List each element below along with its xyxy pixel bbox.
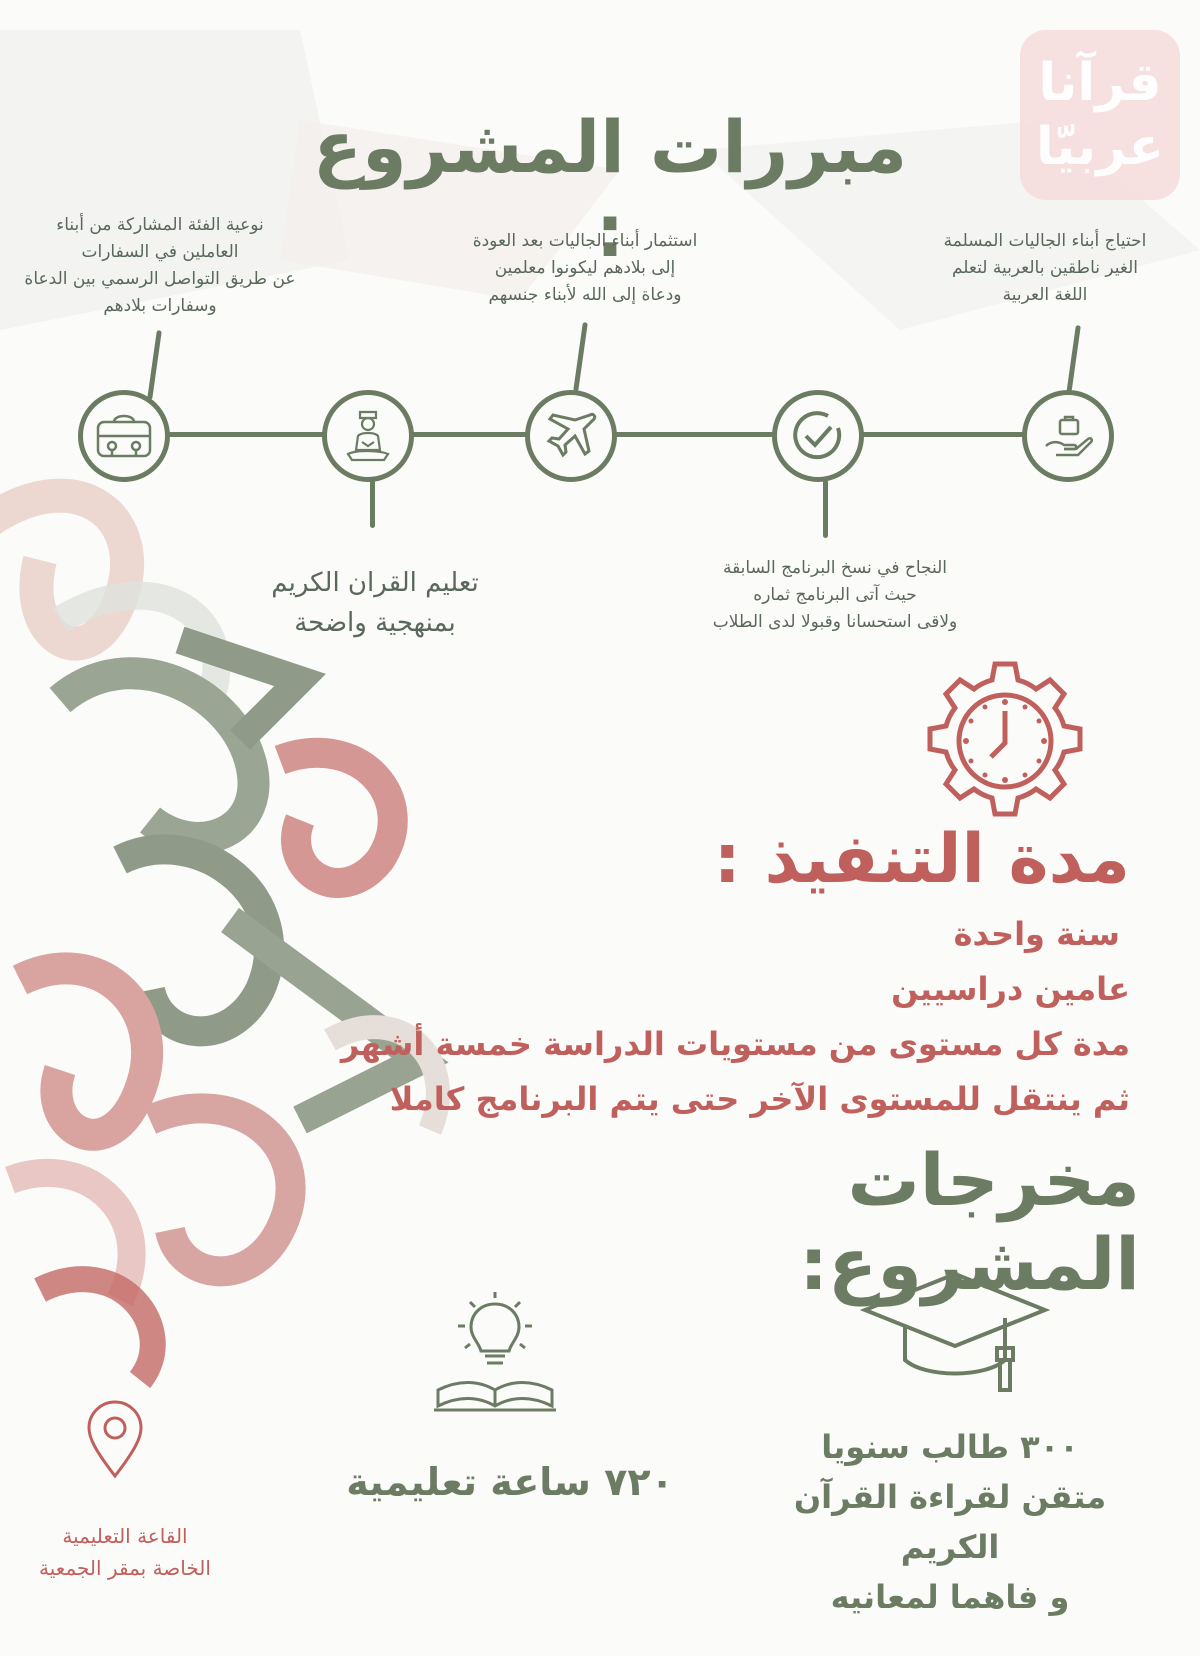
justification-text-2: النجاح في نسخ البرنامج السابقة حيث آتى البرنامج ثماره ولاقى استحسانا وقبولا لدى الطلاب <box>712 558 958 632</box>
hand-briefcase-icon <box>1040 408 1096 464</box>
output-students: ٣٠٠ طالب سنويا متقن لقراءة القرآن الكريم و فاهما لمعانيه <box>793 1428 1107 1616</box>
timeline-stem <box>370 478 375 528</box>
timeline-node-5 <box>78 390 170 482</box>
duration-line-2: عامين دراسيين <box>891 970 1130 1008</box>
justification-text-1: احتياج أبناء الجاليات المسلمة الغير ناطقين بالعربية لتعلم اللغة العربية <box>943 231 1147 305</box>
gear-clock-icon <box>920 656 1090 826</box>
quran-reader-icon <box>340 406 396 466</box>
graduation-cap-icon <box>860 1268 1050 1408</box>
justifications-title: مبررات المشروع : <box>312 105 908 273</box>
timeline-node-1 <box>1022 390 1114 482</box>
justification-text-4: تعليم القران الكريم بمنهجية واضحة <box>271 568 479 638</box>
timeline-node-4 <box>322 390 414 482</box>
duration-line-4: ثم ينتقل للمستوى الآخر حتى يتم البرنامج كاملا <box>389 1080 1130 1118</box>
timeline-node-2 <box>772 390 864 482</box>
duration-line-3: مدة كل مستوى من مستويات الدراسة خمسة أشهر <box>340 1025 1130 1063</box>
duration-line-1: سنة واحدة <box>953 915 1120 953</box>
logo-line-1: قرآنا <box>1038 53 1162 113</box>
logo-line-2: عربيّا <box>1035 117 1165 177</box>
logo <box>1020 30 1180 200</box>
justification-text-5: نوعية الفئة المشاركة من أبناء العاملين في السفارات عن طريق التواصل الرسمي بين الدعاة وسفارات بلادهم <box>24 215 296 316</box>
timeline-stem <box>823 478 828 538</box>
location-text: القاعة التعليمية الخاصة بمقر الجمعية <box>39 1524 211 1580</box>
justification-text-3: استثمار أبناء الجاليات بعد العودة إلى بلادهم ليكونوا معلمين ودعاة إلى الله لأبناء جنسهم <box>472 231 698 305</box>
location-pin-icon <box>85 1400 145 1480</box>
check-circle-icon <box>788 406 848 466</box>
output-hours: ٧٢٠ ساعة تعليمية <box>346 1460 674 1504</box>
book-lightbulb-icon <box>430 1290 560 1420</box>
outputs-title: مخرجات المشروع: <box>799 1138 1140 1306</box>
duration-title: مدة التنفيذ : <box>713 820 1130 899</box>
timeline-node-3 <box>525 390 617 482</box>
airplane-icon <box>540 405 602 467</box>
bag-icon <box>92 408 156 464</box>
